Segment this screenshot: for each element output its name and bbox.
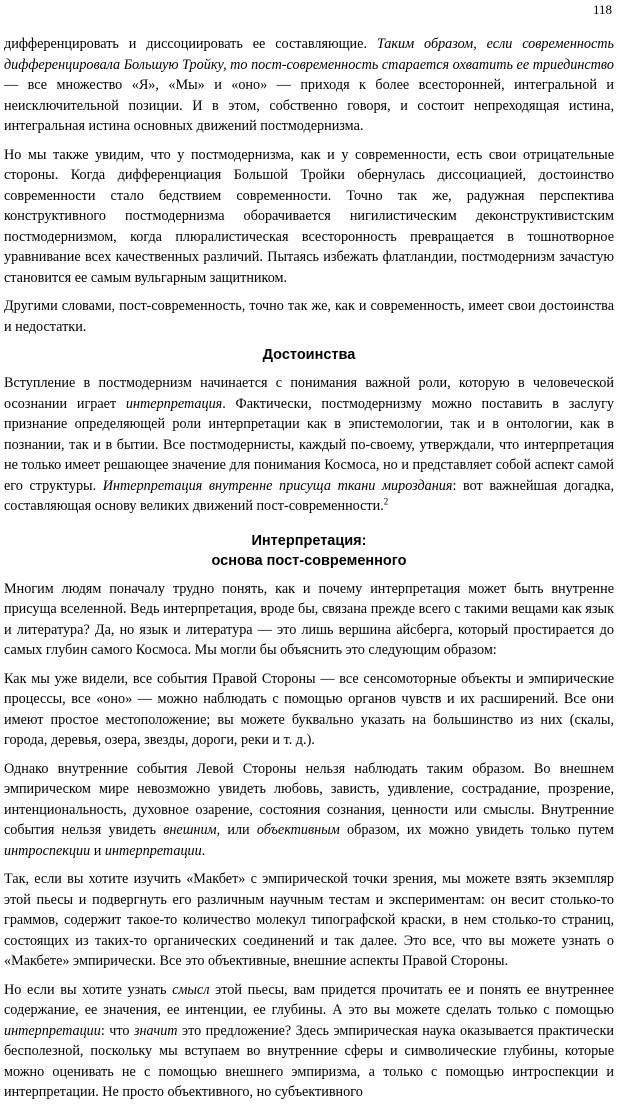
- heading-line: Интерпретация:: [251, 532, 367, 549]
- paragraph: Другими словами, пост-современность, точно так же, как и современность, имеет свои достоинства и недостатки.: [4, 298, 614, 335]
- page-content: [4, 34, 614, 1111]
- text-run: дифференцировать и диссоциировать ее составляющие.: [4, 36, 377, 52]
- italic-text: значит: [133, 1022, 178, 1039]
- text-run: Но если вы хотите узнать: [4, 981, 173, 998]
- italic-text: интроспекции: [4, 842, 91, 859]
- paragraph: Но мы также увидим, что у постмодернизма, как и у современности, есть свои отрицательные стороны. Когда дифференциация Большой Тройки обернулась диссоциацией, достоинство современности стало бедствием современности. Точно так же, радужная перспектива конструктивного постмодернизма оборачивается нигилистическим деконструктивистским постмодернизмом, когда плюралистическая всесторонность превращается в тошнотворное уравнивание всех качественных различий. Пытаясь избежать флатландии, постмодернизм зачастую становится ее самым вульгарным защитником.: [4, 146, 614, 286]
- text-run: это предложение? Здесь эмпирическая наука оказывается практически бесполезной, поскольку мы вступаем во внутренние сферы и символические глубины, которые можно оценивать не с помощью внешнего эмпиризма, а только с помощью интроспекции и интерпретации. Не просто объективного, но субъективного: [4, 1022, 615, 1100]
- page-number: 118: [592, 2, 612, 17]
- text-run: .: [201, 842, 206, 859]
- text-run: этой пьесы, вам придется прочитать ее и понять ее внутреннее содержание, ее значения, ее интенции, ее глубины. А это вы можете сделать только с помощью: [4, 981, 614, 1018]
- paragraph: Так, если вы хотите изучить «Макбет» с эмпирической точки зрения, мы можете взять экземпляр этой пьесы и подвергнуть его различным научным тестам и экспериментам: он весит столько-то граммов, содержит такое-то количество молекул типографской краски, в нем столько-то страниц, состоящих из таких-то органических соединений и так далее. Это все, что вы можете узнать о «Макбете» эмпирически. Все это объективные, внешние аспекты Правой Стороны.: [4, 871, 614, 969]
- italic-text: смысл: [172, 981, 210, 998]
- italic-text: интерпретации: [104, 842, 202, 859]
- text-run: Однако внутренние события Левой Стороны нельзя наблюдать таким образом. Во внешнем эмпирическом мире невозможно увидеть любовь, зависть, удивление, сострадание, прозрение, интенциональность, духовное озарение, состояния сознания, ценности или смыслы. Внутренние события нельзя увидеть: [4, 760, 614, 838]
- text-run: , или: [216, 822, 257, 838]
- text-run: : что: [100, 1022, 134, 1039]
- heading-line: основа пост-современного: [211, 552, 407, 569]
- paragraph: [4, 980, 614, 1103]
- text-run: . Фактически, постмодернизму можно поставить в заслугу признание определяющей роли интерпретации как в эпистемологии, так и в онтологии, как в познании, так и в бытии. Все постмодернисты, каждый по-своему, утверждали, что интерпретация не только имеет решающее значение для понимания Космоса, но и представляет собой аспект самой его структуры.: [4, 395, 614, 494]
- paragraph: [4, 373, 614, 517]
- footnote-marker: 2: [383, 496, 389, 507]
- italic-text: объективным: [256, 822, 340, 838]
- paragraph: Многим людям поначалу трудно понять, как и почему интерпретация может быть внутренне присуща вселенной. Ведь интерпретация, вроде бы, связана прежде всего с такими вещами как язык и литература? Да, но язык и литература — это лишь вершина айсберга, который простирается до самых глубин самого Космоса. Мы могли бы объяснить это следующим образом:: [4, 580, 614, 658]
- italic-text: Интерпретация внутренне присуща ткани мироздания: [102, 477, 453, 494]
- text-run: — все множество «Я», «Мы» и «оно» — приходя к более всесторонней, интегральной и неисключительной позиции. И в этом, собственно говоря, и состоит непреходящая истина, интегральная истина основных движений постмодернизма.: [4, 77, 614, 134]
- text-run: Вступление в постмодернизм начинается с понимания важной роли, которую в человеческой осознании играет: [4, 375, 614, 412]
- paragraph: [4, 34, 614, 137]
- paragraph: [4, 759, 614, 862]
- italic-text: интерпретация: [125, 395, 223, 412]
- text-run: образом, их можно увидеть только путем: [339, 822, 615, 838]
- italic-text: Таким образом, если современность дифференцировала Большую Тройку, то пост-современность старается охватить ее триединство: [4, 36, 614, 73]
- section-heading: Достоинства: [262, 347, 356, 363]
- italic-text: внешним: [163, 822, 217, 838]
- italic-text: интерпретации: [4, 1022, 101, 1039]
- section-heading: [4, 531, 614, 571]
- paragraph: Как мы уже видели, все события Правой Стороны — все сенсомоторные объекты и эмпирические процессы, все «оно» — можно наблюдать с помощью органов чувств и их расширений. Все они имеют простое местоположение; вы можете буквально указать на большинство из них (скалы, города, деревья, озера, звезды, дороги, реки и т. д.).: [4, 670, 614, 748]
- text-run: и: [90, 842, 105, 859]
- text-run: : вот важнейшая догадка, составляющая основу великих движений пост-современности.: [4, 477, 614, 514]
